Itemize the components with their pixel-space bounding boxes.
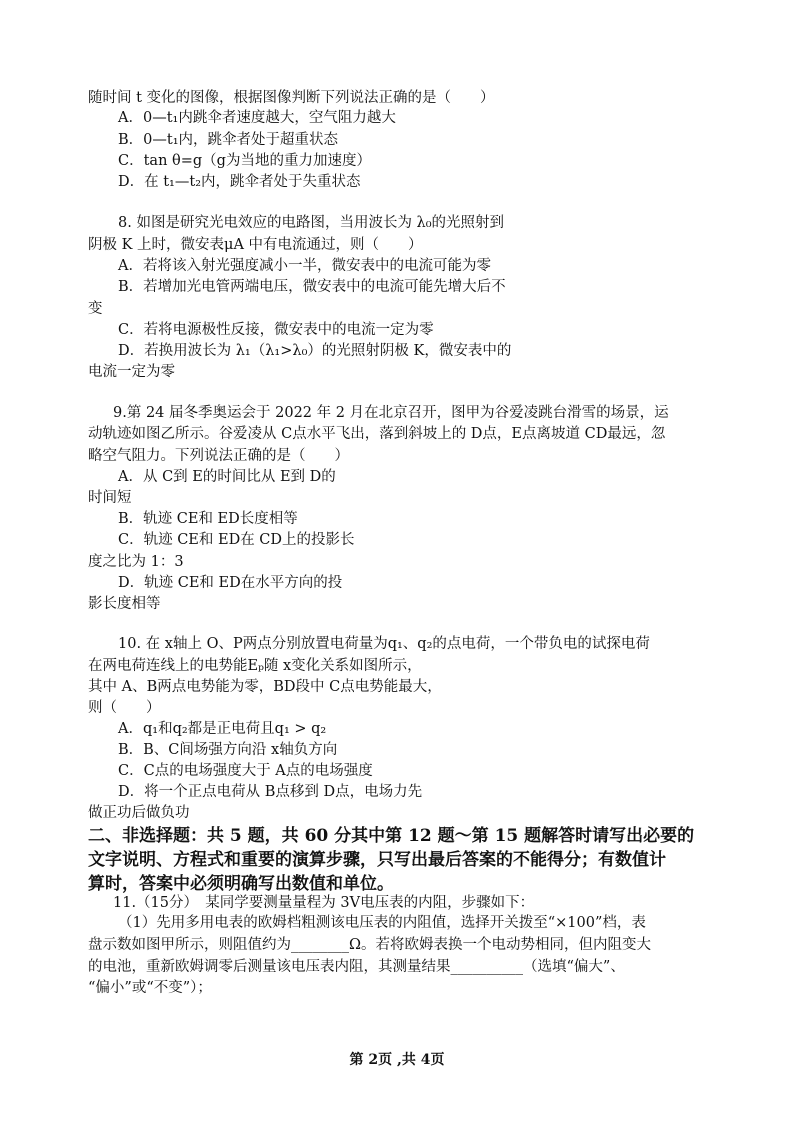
q7-option-d: D．在 t₁—t₂内，跳伞者处于失重状态 — [118, 174, 361, 190]
section-2-heading-line-3: 算时，答案中必须明确写出数值和单位。 — [88, 874, 394, 894]
q11-part1-line-1: （1）先用多用电表的欧姆档粗测该电压表的内阻值，选择开关拨至“×100”档，表 — [118, 915, 646, 931]
q8-option-d-cont: 电流一定为零 — [88, 364, 175, 380]
q10-option-d-cont: 做正功后做负功 — [88, 805, 190, 821]
q8-stem-line-1: 8. 如图是研究光电效应的电路图，当用波长为 λ₀的光照射到 — [118, 215, 505, 231]
q8-option-b: B．若增加光电管两端电压，微安表中的电流可能先增大后不 — [118, 279, 506, 295]
q7-option-c: C．tan θ=g（g为当地的重力加速度） — [118, 153, 371, 169]
q9-option-b: B．轨迹 CE和 ED长度相等 — [118, 511, 298, 527]
q10-option-c: C．C点的电场强度大于 A点的电场强度 — [118, 763, 373, 779]
q9-option-c: C．轨迹 CE和 ED在 CD上的投影长 — [118, 532, 355, 548]
q8-option-a: A．若将该入射光强度减小一半，微安表中的电流可能为零 — [118, 258, 491, 274]
q9-stem-line-3: 略空气阻力。下列说法正确的是（ ） — [88, 448, 349, 464]
q8-option-d: D．若换用波长为 λ₁（λ₁>λ₀）的光照射阴极 K，微安表中的 — [118, 343, 512, 359]
q8-stem-line-2: 阴极 K 上时，微安表μA 中有电流通过，则（ ） — [88, 237, 423, 253]
q10-stem-line-4: 则（ ） — [88, 700, 161, 716]
q9-option-a-cont: 时间短 — [88, 490, 132, 506]
q11-stem: 11.（15分） 某同学要测量量程为 3V电压表的内阻，步骤如下： — [113, 895, 535, 911]
q9-stem-line-1: 9.第 24 届冬季奥运会于 2022 年 2 月在北京召开，图甲为谷爱凌跳台滑雪的场景，运 — [113, 405, 669, 421]
q10-option-b: B．B、C间场强方向沿 x轴负方向 — [118, 742, 338, 758]
q9-option-d: D．轨迹 CE和 ED在水平方向的投 — [118, 575, 343, 591]
q11-part1-line-2: 盘示数如图甲所示，则阻值约为________Ω。若将欧姆表换一个电动势相同，但内阻变大 — [88, 937, 652, 953]
q10-stem-line-1: 10. 在 x轴上 O、P两点分别放置电荷量为q₁、q₂的点电荷，一个带负电的试探电荷 — [118, 636, 650, 652]
q8-option-b-cont: 变 — [88, 301, 103, 317]
q9-option-a: A．从 C到 E的时间比从 E到 D的 — [118, 469, 336, 485]
section-2-heading-line-1: 二、非选择题：共 5 题，共 60 分其中第 12 题～第 15 题解答时请写出必要的 — [88, 826, 695, 846]
q8-option-c: C．若将电源极性反接，微安表中的电流一定为零 — [118, 322, 434, 338]
q11-part1-line-4: “偏小”或“不变”）； — [88, 980, 212, 996]
q10-option-d: D．将一个正点电荷从 B点移到 D点，电场力先 — [118, 784, 423, 800]
q9-option-d-cont: 影长度相等 — [88, 596, 161, 612]
q10-option-a: A．q₁和q₂都是正电荷且q₁ > q₂ — [118, 721, 327, 737]
q10-stem-line-2: 在两电荷连线上的电势能Eₚ随 x变化关系如图所示， — [88, 658, 422, 674]
page-footer: 第 2页 ,共 4页 — [349, 1052, 445, 1068]
q10-stem-line-3: 其中 A、B两点电势能为零，BD段中 C点电势能最大， — [88, 679, 442, 695]
q9-option-c-cont: 度之比为 1：3 — [88, 554, 184, 570]
section-2-heading-line-2: 文字说明、方程式和重要的演算步骤，只写出最后答案的不能得分；有数值计 — [88, 850, 666, 870]
q7-option-b: B．0—t₁内，跳伞者处于超重状态 — [118, 132, 339, 148]
q7-option-a: A．0—t₁内跳伞者速度越大，空气阻力越大 — [118, 110, 396, 126]
q11-part1-line-3: 的电池，重新欧姆调零后测量该电压表内阻，其测量结果__________（选填“偏大”、 — [88, 959, 625, 975]
q7-stem-line: 随时间 t 变化的图像，根据图像判断下列说法正确的是（ ） — [88, 90, 495, 106]
q9-stem-line-2: 动轨迹如图乙所示。谷爱凌从 C点水平飞出，落到斜坡上的 D点，E点离坡道 CD最远，忽 — [88, 426, 666, 442]
